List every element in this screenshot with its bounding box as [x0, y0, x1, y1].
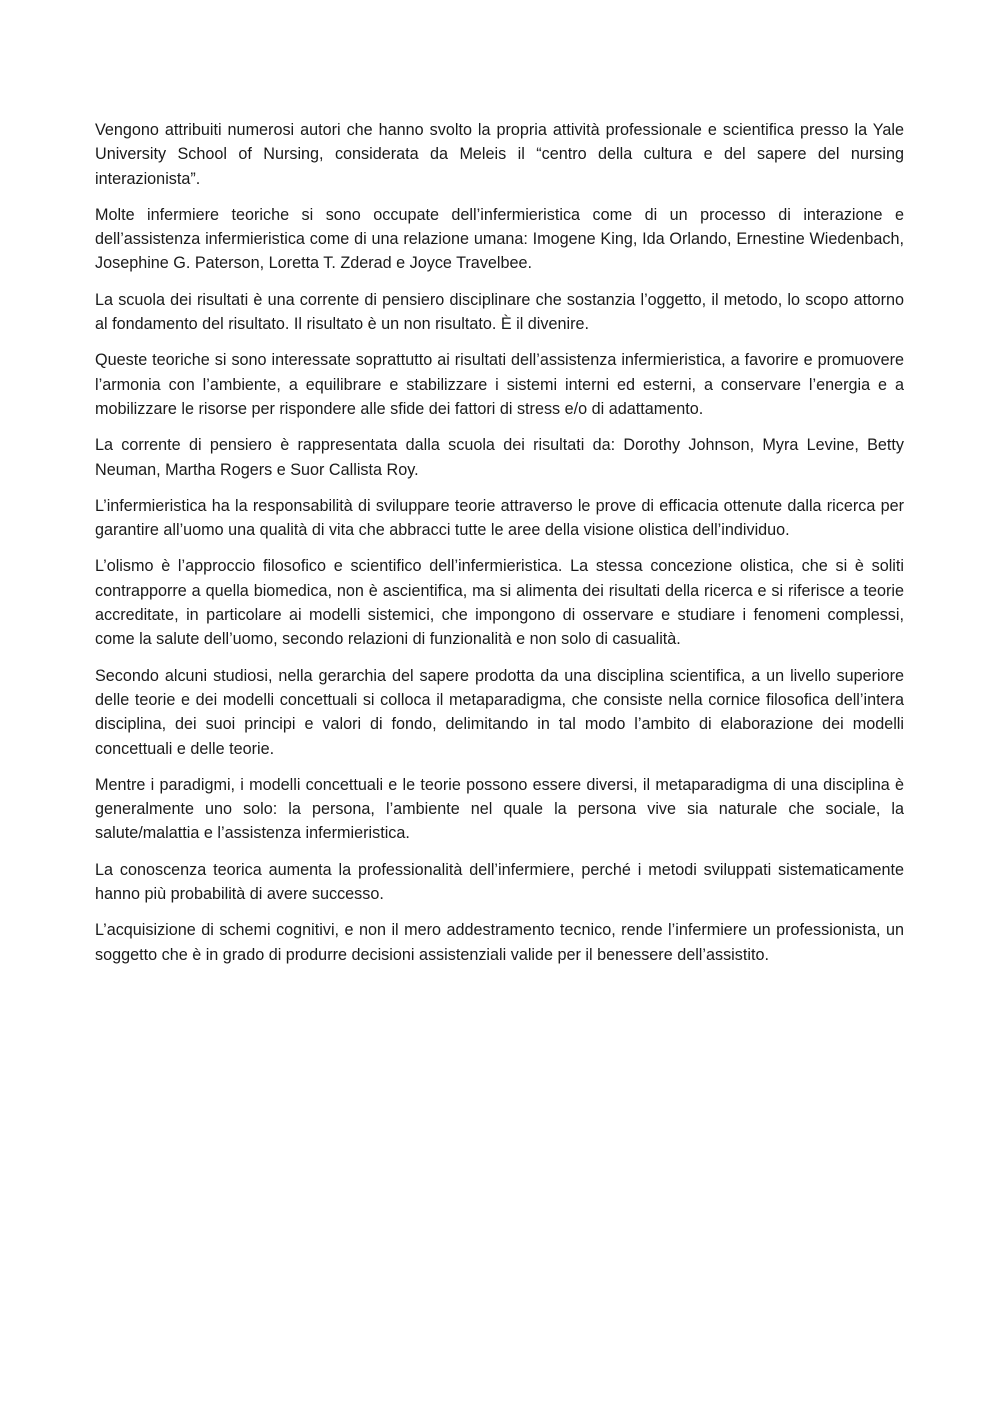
paragraph-school-representatives: La corrente di pensiero è rappresentata dalla scuola dei risultati da: Dorothy Johnson, Myra Levine, Betty Neuman, Martha Rogers e Suor Callista Roy.: [95, 436, 904, 479]
paragraph-school-of-results: La scuola dei risultati è una corrente di pensiero disciplinare che sostanzia l’oggetto, il metodo, lo scopo attorno al fondamento del risultato. Il risultato è un non risultato. È il divenire.: [95, 290, 904, 334]
paragraph-cognitive-schemes: L’acquisizione di schemi cognitivi, e non il mero addestramento tecnico, rende l’infermiere un professionista, un soggetto che è in grado di produrre decisioni assistenziali valide per il benessere dell’assistito.: [95, 921, 904, 964]
paragraph-metaparadigm: Secondo alcuni studiosi, nella gerarchia del sapere prodotta da una disciplina scientifica, a un livello superiore delle teorie e dei modelli concettuali si colloca il metaparadigma, che consiste nella cornice filosofica dell’intera disciplina, dei suoi principi e valori di fondo, delimitando in tal modo l’ambito di elaborazione dei modelli concettuali e delle teorie.: [95, 666, 904, 758]
paragraph-yale-school: Vengono attribuiti numerosi autori che hanno svolto la propria attività professionale e scientifica presso la Yale University School of Nursing, considerata da Meleis il “centro della cultura e del sapere del nursing interazionista”.: [95, 121, 904, 188]
paragraph-nursing-responsibility: L’infermieristica ha la responsabilità di sviluppare teorie attraverso le prove di efficacia ottenute dalla ricerca per garantire all’uomo una qualità di vita che abbracci tutte le aree della visione olistica dell’individuo.: [95, 496, 904, 540]
paragraph-holism: L’olismo è l’approccio filosofico e scientifico dell’infermieristica. La stessa concezione olistica, che si è soliti contrapporre a quella biomedica, non è ascientifica, ma si alimenta dei risultati della ricerca e si riferisce a teorie accreditate, in particolare ai modelli sistemici, che impongono di osservare e studiare i fenomeni complessi, come la salute dell’uomo, secondo relazioni di funzionalità e non solo di casualità.: [95, 557, 904, 649]
paragraph-interaction-theorists: Molte infermiere teoriche si sono occupate dell’infermieristica come di un processo di interazione e dell’assistenza infermieristica come di una relazione umana: Imogene King, Ida Orlando, Ernestine Wiedenbach, Josephine G. Paterson, Loretta T. Zderad e Joyce Travelbee.: [95, 205, 904, 273]
paragraph-theorists-interests: Queste teoriche si sono interessate soprattutto ai risultati dell’assistenza infermieristica, a favorire e promuovere l’armonia con l’ambiente, a equilibrare e stabilizzare i sistemi interni ed esterni, a conservare l’energia e a mobilizzare le risorse per rispondere alle sfide dei fattori di stress e/o di adattamento.: [95, 351, 904, 418]
paragraph-paradigms: Mentre i paradigmi, i modelli concettuali e le teorie possono essere diversi, il metaparadigma di una disciplina è generalmente uno solo: la persona, l’ambiente nel quale la persona vive sia naturale che sociale, la salute/malattia e l’assistenza infermieristica.: [95, 775, 904, 843]
document-body: [95, 118, 904, 979]
paragraph-theoretical-knowledge: La conoscenza teorica aumenta la professionalità dell’infermiere, perché i metodi sviluppati sistematicamente hanno più probabilità di avere successo.: [95, 860, 904, 904]
